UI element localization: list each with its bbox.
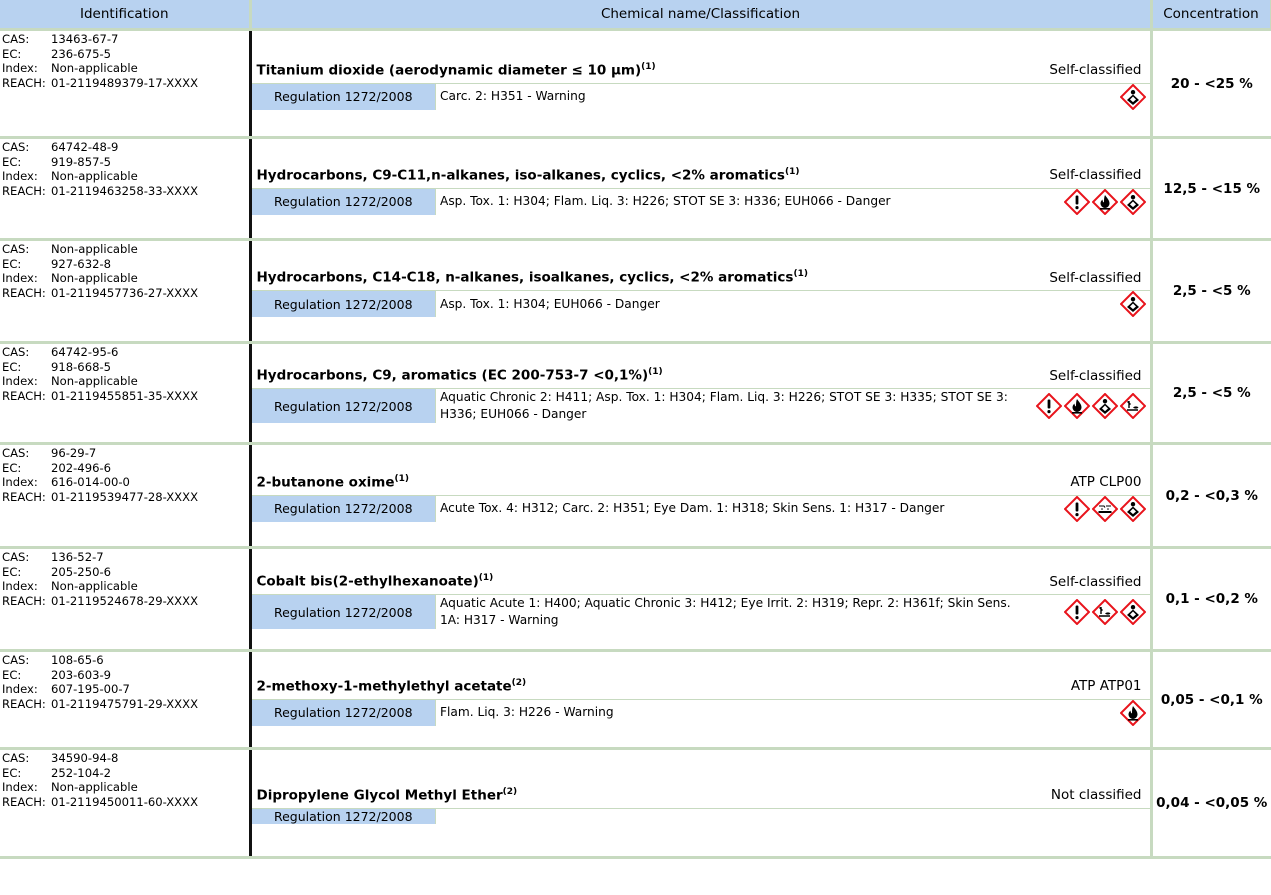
exclamation-icon [1064,189,1090,215]
chemical-name-text: Dipropylene Glycol Methyl Ether [256,787,503,804]
health-hazard-icon [1120,189,1146,215]
hazard-statements: Aquatic Chronic 2: H411; Asp. Tox. 1: H304; Flam. Liq. 3: H226; STOT SE 3: H335; STOT SE 3: H336; EUH066 - Danger [440,390,1008,421]
health-hazard-icon [1120,496,1146,522]
index-value: Non-applicable [51,61,138,75]
chemical-name-text: Titanium dioxide (aerodynamic diameter ≤ 10 µm) [256,62,642,79]
reach-value: 01-2119475791-29-XXXX [51,696,199,711]
reach-label: REACH: [2,285,46,300]
chemical-cell [250,30,1151,138]
index-label: Index: [2,682,38,696]
cas-label: CAS: [2,32,30,46]
concentration-value: 12,5 - <15 % [1151,138,1271,240]
index-label: Index: [2,271,38,285]
regulation-label: Regulation 1272/2008 [252,495,436,522]
chemical-cell [250,548,1151,651]
identification-cell [0,548,250,651]
cas-value: 13463-67-7 [51,32,119,46]
ec-value: 203-603-9 [51,667,112,682]
pictograms [1020,188,1150,215]
hazard-statements: Carc. 2: H351 - Warning [440,89,586,103]
chemical-name [252,363,1020,389]
ec-value: 236-675-5 [51,46,112,61]
substance-rows [0,30,1271,858]
chemical-name [252,470,1020,496]
cas-label: CAS: [2,653,30,667]
chemical-name-text: 2-butanone oxime [256,474,395,491]
corrosion-icon [1092,496,1118,522]
concentration-value: 0,05 - <0,1 % [1151,651,1271,749]
pictograms [1020,595,1150,630]
classification-source: Self-classified [1020,569,1150,595]
pictograms [1020,495,1150,522]
index-value: Non-applicable [51,579,138,593]
reach-value: 01-2119450011-60-XXXX [51,794,199,809]
footnote-ref: (1) [394,473,410,484]
chemical-name [252,265,1020,291]
table-row [0,651,1271,749]
identification-cell [0,240,250,343]
hazard-statements: Acute Tox. 4: H312; Carc. 2: H351; Eye Dam. 1: H318; Skin Sens. 1: H317 - Danger [440,501,945,515]
index-value: 607-195-00-7 [51,682,130,696]
ec-value: 919-857-5 [51,154,112,169]
chemical-name [252,569,1020,595]
chemical-cell [250,749,1151,858]
index-value: Non-applicable [51,374,138,388]
regulation-label: Regulation 1272/2008 [252,389,436,424]
identification-cell [0,138,250,240]
table-row [0,749,1271,858]
cas-label: CAS: [2,242,30,256]
table-row [0,138,1271,240]
header-concentration: Concentration [1151,0,1271,30]
index-value: Non-applicable [51,271,138,285]
ec-label: EC: [2,460,22,475]
chemical-cell [250,138,1151,240]
table-row [0,30,1271,138]
classification-source: ATP CLP00 [1020,470,1150,496]
health-hazard-icon [1092,393,1118,419]
ec-label: EC: [2,256,22,271]
index-value: 616-014-00-0 [51,475,130,489]
footnote-ref: (1) [478,573,494,584]
index-label: Index: [2,579,38,593]
reach-value: 01-2119455851-35-XXXX [51,388,199,403]
cas-label: CAS: [2,550,30,564]
ec-label: EC: [2,154,22,169]
cas-value: Non-applicable [51,242,138,256]
chemical-name-text: Cobalt bis(2-ethylhexanoate) [256,573,479,590]
index-label: Index: [2,169,38,183]
exclamation-icon [1064,599,1090,625]
index-label: Index: [2,475,38,489]
chemical-cell [250,240,1151,343]
header-identification: Identification [0,0,250,30]
header-chemical-name: Chemical name/Classification [250,0,1151,30]
footnote-ref: (1) [641,61,656,72]
concentration-value: 20 - <25 % [1151,30,1271,138]
ec-value: 927-632-8 [51,256,112,271]
hazard-statements [436,808,1020,824]
reach-label: REACH: [2,489,46,504]
table-row [0,343,1271,444]
chemical-name [252,783,1020,809]
ec-value: 205-250-6 [51,564,112,579]
ec-label: EC: [2,564,22,579]
classification-source: Self-classified [1020,265,1150,291]
chemical-name [252,163,1020,189]
reach-value: 01-2119463258-33-XXXX [51,183,199,198]
flame-icon [1064,393,1090,419]
index-label: Index: [2,374,38,388]
ec-label: EC: [2,359,22,374]
chemical-name [252,58,1020,84]
footnote-ref: (2) [502,786,518,797]
concentration-value: 2,5 - <5 % [1151,343,1271,444]
identification-cell [0,749,250,858]
table-row [0,548,1271,651]
hazard-statements: Asp. Tox. 1: H304; Flam. Liq. 3: H226; STOT SE 3: H336; EUH066 - Danger [440,194,891,208]
regulation-label: Regulation 1272/2008 [252,291,436,318]
reach-label: REACH: [2,794,46,809]
classification-source: Self-classified [1020,58,1150,84]
exclamation-icon [1036,393,1062,419]
regulation-label: Regulation 1272/2008 [252,699,436,726]
cas-label: CAS: [2,446,30,460]
ec-label: EC: [2,765,22,780]
identification-cell [0,444,250,548]
classification-source: Self-classified [1020,163,1150,189]
pictograms [1020,291,1150,318]
table-row [0,240,1271,343]
hazard-statements: Flam. Liq. 3: H226 - Warning [440,705,614,719]
cas-label: CAS: [2,140,30,154]
reach-value: 01-2119457736-27-XXXX [51,285,199,300]
footnote-ref: (1) [648,367,663,378]
header-row [0,0,1271,30]
identification-cell [0,30,250,138]
cas-value: 136-52-7 [51,550,104,564]
pictograms [1020,389,1150,424]
concentration-value: 0,1 - <0,2 % [1151,548,1271,651]
reach-label: REACH: [2,593,46,608]
footnote-ref: (2) [511,677,527,688]
chemical-cell [250,444,1151,548]
pictograms [1020,808,1150,824]
health-hazard-icon [1120,291,1146,317]
chemical-cell [250,343,1151,444]
index-value: Non-applicable [51,780,138,794]
ec-value: 252-104-2 [51,765,112,780]
cas-value: 64742-95-6 [51,345,119,359]
identification-cell [0,651,250,749]
classification-source: ATP ATP01 [1020,674,1150,700]
footnote-ref: (1) [784,166,800,177]
exclamation-icon [1064,496,1090,522]
cas-value: 96-29-7 [51,446,97,460]
footnote-ref: (1) [793,269,808,280]
chemical-cell [250,651,1151,749]
health-hazard-icon [1120,599,1146,625]
identification-cell [0,343,250,444]
ec-value: 202-496-6 [51,460,112,475]
environment-icon [1120,393,1146,419]
environment-icon [1092,599,1118,625]
regulation-label: Regulation 1272/2008 [252,808,436,824]
concentration-value: 0,04 - <0,05 % [1151,749,1271,858]
classification-source: Not classified [1020,783,1150,809]
regulation-label: Regulation 1272/2008 [252,188,436,215]
pictograms [1020,699,1150,726]
regulation-label: Regulation 1272/2008 [252,83,436,110]
table-row [0,444,1271,548]
regulation-label: Regulation 1272/2008 [252,595,436,630]
hazard-statements: Aquatic Acute 1: H400; Aquatic Chronic 3: H412; Eye Irrit. 2: H319; Repr. 2: H361f; Skin Sens. 1A: H317 - Warning [440,596,1011,627]
chemical-name-text: Hydrocarbons, C9, aromatics (EC 200-753-7 <0,1%) [256,367,649,384]
flame-icon [1092,189,1118,215]
reach-label: REACH: [2,388,46,403]
cas-value: 34590-94-8 [51,751,119,765]
pictograms [1020,83,1150,110]
concentration-value: 2,5 - <5 % [1151,240,1271,343]
flame-icon [1120,700,1146,726]
ec-label: EC: [2,46,22,61]
hazard-statements: Asp. Tox. 1: H304; EUH066 - Danger [440,296,660,311]
index-label: Index: [2,61,38,75]
cas-value: 108-65-6 [51,653,104,667]
cas-label: CAS: [2,345,30,359]
ec-label: EC: [2,667,22,682]
reach-value: 01-2119489379-17-XXXX [51,75,199,90]
reach-label: REACH: [2,696,46,711]
index-label: Index: [2,780,38,794]
chemical-name-text: 2-methoxy-1-methylethyl acetate [256,678,512,695]
health-hazard-icon [1120,84,1146,110]
concentration-value: 0,2 - <0,3 % [1151,444,1271,548]
reach-value: 01-2119539477-28-XXXX [51,489,199,504]
reach-value: 01-2119524678-29-XXXX [51,593,199,608]
cas-label: CAS: [2,751,30,765]
reach-label: REACH: [2,75,46,90]
index-value: Non-applicable [51,169,138,183]
ec-value: 918-668-5 [51,359,112,374]
chemical-name-text: Hydrocarbons, C9-C11,n-alkanes, iso-alkanes, cyclics, <2% aromatics [256,167,785,184]
reach-label: REACH: [2,183,46,198]
classification-source: Self-classified [1020,363,1150,389]
chemical-name [252,674,1020,700]
chemical-name-text: Hydrocarbons, C14-C18, n-alkanes, isoalkanes, cyclics, <2% aromatics [256,269,794,286]
cas-value: 64742-48-9 [51,140,119,154]
